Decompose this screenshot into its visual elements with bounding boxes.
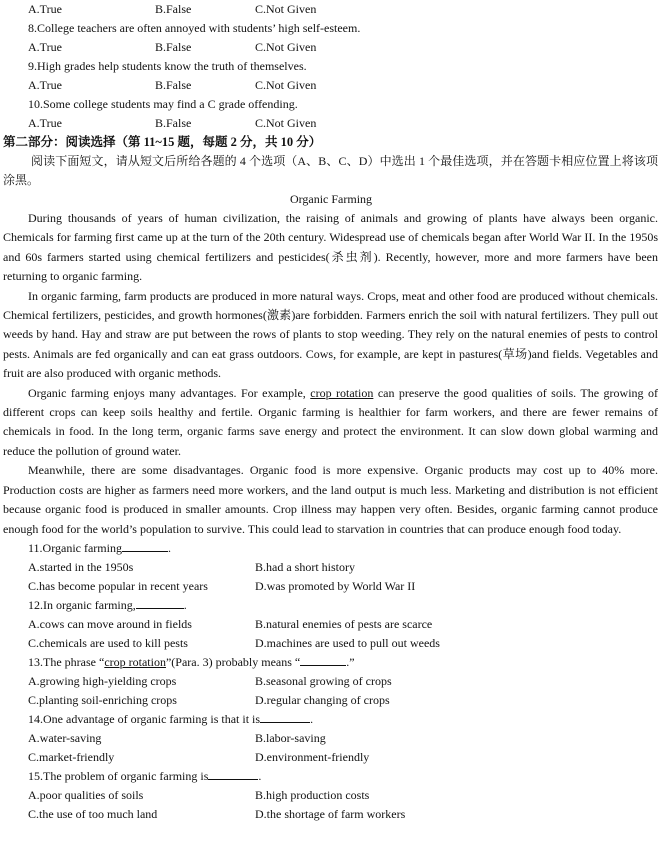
option-d: D.environment-friendly xyxy=(255,749,370,764)
options-row-13-ab xyxy=(0,672,662,691)
option-d: D.the shortage of farm workers xyxy=(255,806,406,821)
options-row-14-cd xyxy=(0,748,662,767)
option-b: B.False xyxy=(155,2,192,16)
option-a: A.started in the 1950s xyxy=(28,559,134,574)
option-d: D.was promoted by World War II xyxy=(255,578,416,593)
passage-paragraph-1: During thousands of years of human civilization, the raising of animals and growing of plants have always been organic. Chemicals for farming first came up at the turn of the 20th century. Widespread use of chemicals began after World War II. In the 1950s and 60s farmers started using chemical fertilizers and pesticides(杀虫剂). Recently, however, more and more farmers have been returning to organic farming. xyxy=(3,211,658,284)
passage-paragraph-4: Meanwhile, there are some disadvantages. Organic food is more expensive. Organic products may cost up to 40% more. Production costs are higher as farmers need more workers, and the land output is much less. Marketing and distribution is not efficient because organic food is produced in smaller amounts. Crop illness may happen very often. Besides, organic farming cannot produce enough food for the world’s population to survive. This could lead to starvation in countries that can produce enough food today. xyxy=(3,463,658,536)
tf-options-row-10 xyxy=(0,114,662,133)
stem-end: . xyxy=(258,768,262,783)
answer-blank xyxy=(122,539,168,552)
option-a: A.True xyxy=(28,78,62,92)
question-11 xyxy=(0,539,662,558)
stem-end: . xyxy=(167,540,171,555)
options-row-11-cd xyxy=(0,577,662,596)
question-8: 8.College teachers are often annoyed with students’ high self-esteem. xyxy=(28,21,361,35)
p3-underlined-phrase: crop rotation xyxy=(310,385,374,400)
stem-end: .” xyxy=(346,654,355,669)
option-a: A.growing high-yielding crops xyxy=(28,673,177,688)
question-12 xyxy=(0,596,662,615)
question-stem-phrase: crop rotation xyxy=(104,654,166,669)
option-a: A.poor qualities of soils xyxy=(28,787,144,802)
options-row-14-ab xyxy=(0,729,662,748)
options-row-12-ab xyxy=(0,615,662,634)
option-c: C.planting soil-enriching crops xyxy=(28,692,177,707)
option-b: B.False xyxy=(155,78,192,92)
option-c: C.Not Given xyxy=(255,2,317,16)
option-b: B.had a short history xyxy=(255,559,355,574)
options-row-15-ab xyxy=(0,786,662,805)
option-d: D.regular changing of crops xyxy=(255,692,390,707)
option-a: A.True xyxy=(28,40,62,54)
option-b: B.labor-saving xyxy=(255,730,326,745)
option-b: B.False xyxy=(155,116,192,130)
option-a: A.True xyxy=(28,116,62,130)
question-9: 9.High grades help students know the truth of themselves. xyxy=(28,59,307,73)
question-13 xyxy=(0,653,662,672)
options-row-13-cd xyxy=(0,691,662,710)
stem-end: . xyxy=(310,711,314,726)
option-c: C.has become popular in recent years xyxy=(28,578,208,593)
question-14 xyxy=(0,710,662,729)
option-a: A.cows can move around in fields xyxy=(28,616,192,631)
passage-paragraph-2: In organic farming, farm products are produced in more natural ways. Crops, meat and other food are produced without chemicals. Chemical fertilizers, pesticides, and growth hormones(激素)are forbidden. Farmers enrich the soil with natural fertilizers. They pull out weeds by hand. Hay and straw are put between the rows of plants to stop weeding. They rely on the natural enemies of pests to control pests. Animals are fed organically and can eat grass outdoors. Cows, for example, are kept in pastures(草场)and fields. Vegetables and fruit are also produced with organic methods. xyxy=(3,288,658,381)
question-10: 10.Some college students may find a C grade offending. xyxy=(28,97,298,111)
option-c: C.chemicals are used to kill pests xyxy=(28,635,188,650)
options-row-12-cd xyxy=(0,634,662,653)
passage-title: Organic Farming xyxy=(289,192,373,206)
tf-options-row-8 xyxy=(0,38,662,57)
tf-options-row-9 xyxy=(0,76,662,95)
option-b: B.False xyxy=(155,40,192,54)
question-15 xyxy=(0,767,662,786)
question-stem-pre: 13.The phrase “ xyxy=(28,654,105,669)
question-stem: 15.The problem of organic farming is xyxy=(28,768,209,783)
option-b: B.high production costs xyxy=(255,787,370,802)
question-stem: 12.In organic farming, xyxy=(28,597,136,612)
passage-paragraph-3 xyxy=(0,384,662,462)
option-a: A.True xyxy=(28,2,62,16)
answer-blank xyxy=(208,767,258,780)
option-b: B.seasonal growing of crops xyxy=(255,673,392,688)
options-row-11-ab xyxy=(0,558,662,577)
option-d: D.machines are used to pull out weeds xyxy=(255,635,440,650)
answer-blank xyxy=(136,596,184,609)
tf-options-row-7 xyxy=(0,0,662,19)
section-title: 第二部分：阅读选择（第 11~15 题，每题 2 分，共 10 分） xyxy=(3,135,322,149)
question-stem: 14.One advantage of organic farming is that it is xyxy=(28,711,261,726)
option-c: C.Not Given xyxy=(255,78,317,92)
answer-blank xyxy=(300,653,346,666)
section-instruction: 阅读下面短文，请从短文后所给各题的 4 个选项（A、B、C、D）中选出 1 个最佳选项，并在答题卡相应位置上将该项涂黑。 xyxy=(3,154,658,187)
stem-end: . xyxy=(183,597,187,612)
option-c: C.the use of too much land xyxy=(28,806,158,821)
options-row-15-cd xyxy=(0,805,662,824)
option-c: C.Not Given xyxy=(255,40,317,54)
option-a: A.water-saving xyxy=(28,730,102,745)
p3-text-after: can preserve the good qualities of soils. The growing of different crops can keep soils healthy and fertile. Organic farming is healthier for farm workers, and there are fewer remains of chemicals in food. In the long term, organic farms save energy and protect the environment. It can slow down global warming and reduce the pollution of ground water. xyxy=(3,385,658,458)
question-stem-post: ”(Para. 3) probably means “ xyxy=(165,654,301,669)
answer-blank xyxy=(260,710,310,723)
question-stem: 11.Organic farming xyxy=(28,540,122,555)
option-c: C.market-friendly xyxy=(28,749,115,764)
option-b: B.natural enemies of pests are scarce xyxy=(255,616,433,631)
p3-text-before: Organic farming enjoys many advantages. For example, xyxy=(28,385,311,400)
option-c: C.Not Given xyxy=(255,116,317,130)
